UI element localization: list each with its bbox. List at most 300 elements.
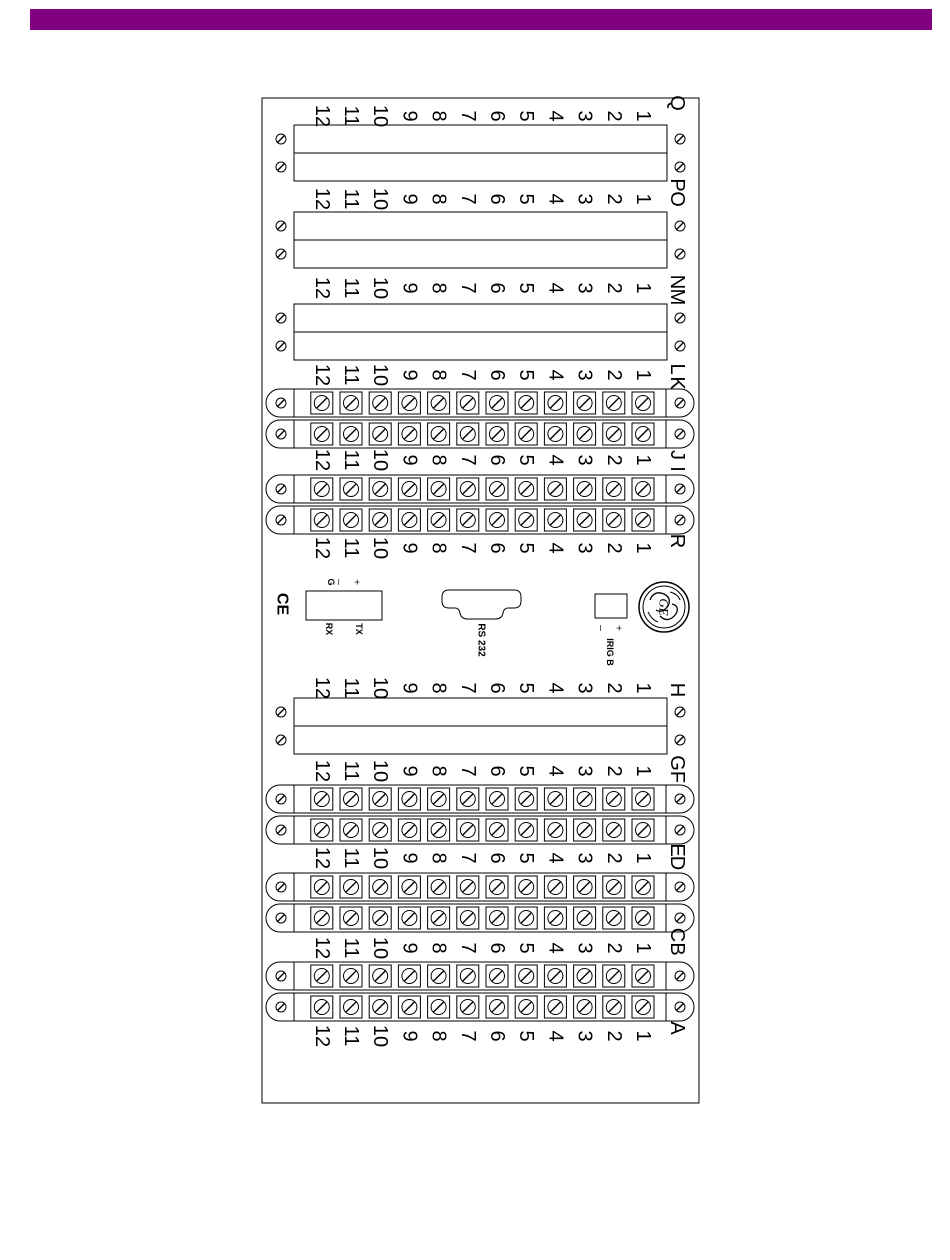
terminal-number-label: 12 [310, 448, 333, 472]
mounting-screw-icon[interactable] [276, 735, 286, 745]
terminal-screw-icon[interactable] [344, 396, 359, 411]
mounting-screw-icon[interactable] [675, 882, 685, 892]
terminal-screw-icon[interactable] [431, 1000, 446, 1015]
terminal-screw-icon[interactable] [636, 969, 651, 984]
terminal-number-label: 12 [310, 363, 333, 387]
terminal-screw-icon[interactable] [548, 911, 563, 926]
terminal-number-label: 12 [310, 536, 333, 560]
terminal-number-label: 10 [369, 276, 392, 300]
terminal-screw-icon[interactable] [606, 911, 621, 926]
row-letter-label: J [666, 450, 688, 460]
terminal-number-label: 4 [544, 852, 567, 864]
plug-terminal-block[interactable] [276, 125, 685, 181]
mounting-screw-icon[interactable] [675, 221, 685, 231]
mounting-screw-icon[interactable] [675, 735, 685, 745]
terminal-screw-icon[interactable] [636, 482, 651, 497]
terminal-screw-icon[interactable] [519, 823, 534, 838]
terminal-number-label: 9 [398, 542, 421, 554]
terminal-screw-icon[interactable] [373, 427, 388, 442]
mounting-screw-icon[interactable] [675, 249, 685, 259]
terminal-number-label: 5 [515, 942, 538, 954]
terminal-number-label: 2 [602, 852, 625, 864]
terminal-number-label: 1 [632, 765, 654, 777]
terminal-number-label: 1 [632, 110, 654, 122]
terminal-number-label: 6 [486, 454, 508, 466]
terminal-number-label: 3 [573, 454, 596, 466]
terminal-screw-icon[interactable] [460, 427, 475, 442]
terminal-screw-icon[interactable] [431, 482, 446, 497]
terminal-screw-icon[interactable] [344, 1000, 359, 1015]
terminal-number-label: 9 [398, 110, 421, 122]
terminal-number-label: 8 [427, 765, 450, 777]
row-letter-label: A [666, 1021, 688, 1035]
terminal-screw-icon[interactable] [548, 1000, 563, 1015]
terminal-number-label: 12 [310, 104, 333, 128]
row-letter-label: I [666, 466, 688, 472]
terminal-screw-icon[interactable] [460, 823, 475, 838]
terminal-number-label: 12 [310, 276, 333, 300]
mounting-screw-icon[interactable] [276, 1002, 286, 1012]
mounting-screw-icon[interactable] [276, 134, 286, 144]
terminal-screw-icon[interactable] [606, 396, 621, 411]
terminal-strip-row [266, 816, 694, 844]
screw-terminal-block[interactable] [266, 389, 694, 448]
terminal-number-label: 1 [632, 852, 654, 864]
terminal-number-label: 8 [427, 1030, 450, 1042]
terminal-number-label: 5 [515, 542, 538, 554]
mounting-screw-icon[interactable] [675, 794, 685, 804]
terminal-number-label: 7 [456, 1030, 479, 1042]
mounting-screw-icon[interactable] [276, 825, 286, 835]
plug-terminal-block[interactable] [276, 304, 685, 360]
terminal-number-label: 7 [456, 193, 479, 205]
terminal-screw-icon[interactable] [490, 823, 505, 838]
terminal-number-label: 4 [544, 282, 567, 294]
terminal-screw-icon[interactable] [548, 482, 563, 497]
terminal-number-label: 10 [369, 759, 392, 783]
terminal-screw-icon[interactable] [373, 969, 388, 984]
terminal-number-label: 7 [456, 765, 479, 777]
terminal-screw-icon[interactable] [431, 880, 446, 895]
terminal-number-label: 9 [398, 682, 421, 694]
screw-terminal-block[interactable] [266, 475, 694, 534]
terminal-number-label: 9 [398, 282, 421, 294]
terminal-strip-row [266, 506, 694, 534]
terminal-number-label: 6 [486, 682, 508, 694]
mounting-screw-icon[interactable] [675, 398, 685, 408]
terminal-screw-icon[interactable] [431, 396, 446, 411]
terminal-number-label: 9 [398, 193, 421, 205]
terminal-number-label: 6 [486, 852, 508, 864]
terminal-number-label: 7 [456, 454, 479, 466]
terminal-number-label: 3 [573, 1030, 596, 1042]
terminal-screw-icon[interactable] [431, 792, 446, 807]
terminal-screw-icon[interactable] [431, 911, 446, 926]
plug-terminal-block[interactable] [276, 212, 685, 268]
mounting-screw-icon[interactable] [675, 825, 685, 835]
terminal-number-label: 2 [602, 454, 625, 466]
terminal-screw-icon[interactable] [490, 911, 505, 926]
terminal-screw-icon[interactable] [402, 880, 417, 895]
row-letter-label: L [666, 363, 688, 375]
terminal-number-label: 7 [456, 282, 479, 294]
terminal-number-label: 8 [427, 193, 450, 205]
terminal-screw-icon[interactable] [373, 880, 388, 895]
terminal-number-label: 12 [310, 187, 333, 211]
terminal-screw-icon[interactable] [344, 792, 359, 807]
row-letter-label: C [666, 927, 688, 943]
terminal-screw-icon[interactable] [460, 969, 475, 984]
terminal-screw-icon[interactable] [402, 823, 417, 838]
terminal-screw-icon[interactable] [548, 396, 563, 411]
screw-terminal-block[interactable] [266, 873, 694, 932]
terminal-screw-icon[interactable] [490, 482, 505, 497]
terminal-screw-icon[interactable] [373, 823, 388, 838]
terminal-screw-icon[interactable] [490, 969, 505, 984]
terminal-screw-icon[interactable] [373, 1000, 388, 1015]
terminal-screw-icon[interactable] [519, 880, 534, 895]
terminal-screw-icon[interactable] [519, 513, 534, 528]
terminal-number-label: 5 [515, 282, 538, 294]
terminal-screw-icon[interactable] [577, 969, 592, 984]
terminal-number-label: 3 [573, 110, 596, 122]
terminal-number-label: 4 [544, 1030, 567, 1042]
terminal-screw-icon[interactable] [519, 427, 534, 442]
terminal-screw-icon[interactable] [490, 880, 505, 895]
terminal-screw-icon[interactable] [606, 792, 621, 807]
terminal-number-label: 4 [544, 369, 567, 381]
terminal-number-label: 5 [515, 454, 538, 466]
row-letter-label: K [666, 376, 688, 390]
terminal-screw-icon[interactable] [373, 513, 388, 528]
terminal-screw-icon[interactable] [344, 427, 359, 442]
terminal-screw-icon[interactable] [402, 482, 417, 497]
terminal-strip-row [266, 873, 694, 901]
terminal-number-label: 10 [369, 536, 392, 560]
terminal-screw-icon[interactable] [548, 880, 563, 895]
mounting-screw-icon[interactable] [276, 707, 286, 717]
terminal-number-label: 7 [456, 942, 479, 954]
terminal-screw-icon[interactable] [431, 823, 446, 838]
mounting-screw-icon[interactable] [276, 794, 286, 804]
terminal-number-label: 6 [486, 942, 508, 954]
terminal-screw-icon[interactable] [636, 792, 651, 807]
terminal-number-label: 10 [369, 448, 392, 472]
plug-terminal-block[interactable] [276, 698, 685, 754]
terminal-number-label: 7 [456, 682, 479, 694]
mounting-screw-icon[interactable] [276, 313, 286, 323]
terminal-screw-icon[interactable] [548, 823, 563, 838]
terminal-number-label: 5 [515, 193, 538, 205]
row-letter-label: P [666, 178, 688, 192]
terminal-screw-icon[interactable] [577, 911, 592, 926]
terminal-number-label: 2 [602, 765, 625, 777]
terminal-screw-icon[interactable] [402, 513, 417, 528]
terminal-screw-icon[interactable] [344, 911, 359, 926]
terminal-number-label: 8 [427, 942, 450, 954]
terminal-number-label: 1 [632, 282, 654, 294]
mounting-screw-icon[interactable] [675, 162, 685, 172]
mounting-screw-icon[interactable] [276, 398, 286, 408]
terminal-screw-icon[interactable] [636, 1000, 651, 1015]
terminal-screw-icon[interactable] [490, 792, 505, 807]
terminal-screw-icon[interactable] [636, 513, 651, 528]
irig-b-port[interactable] [595, 594, 627, 618]
fiber-optic-port[interactable] [306, 591, 382, 620]
terminal-screw-icon[interactable] [373, 482, 388, 497]
terminal-number-label: 12 [310, 1024, 333, 1048]
terminal-number-label: 2 [602, 942, 625, 954]
terminal-screw-icon[interactable] [606, 427, 621, 442]
ge-logo-text: GE [656, 598, 672, 616]
terminal-screw-icon[interactable] [577, 1000, 592, 1015]
terminal-number-label: 10 [369, 936, 392, 960]
terminal-screw-icon[interactable] [431, 969, 446, 984]
terminal-screw-icon[interactable] [490, 427, 505, 442]
terminal-number-label: 12 [310, 759, 333, 783]
terminal-screw-icon[interactable] [402, 1000, 417, 1015]
terminal-number-label: 5 [515, 852, 538, 864]
terminal-number-label: 11 [340, 277, 362, 299]
terminal-screw-icon[interactable] [402, 427, 417, 442]
terminal-number-label: 7 [456, 542, 479, 554]
terminal-screw-icon[interactable] [314, 880, 329, 895]
terminal-number-label: 1 [632, 369, 654, 381]
terminal-number-label: 11 [340, 847, 362, 869]
terminal-screw-icon[interactable] [460, 880, 475, 895]
mounting-screw-icon[interactable] [675, 429, 685, 439]
terminal-screw-icon[interactable] [636, 427, 651, 442]
terminal-number-label: 8 [427, 369, 450, 381]
terminal-screw-icon[interactable] [519, 1000, 534, 1015]
terminal-screw-icon[interactable] [606, 969, 621, 984]
terminal-screw-icon[interactable] [373, 792, 388, 807]
terminal-number-label: 1 [632, 1030, 654, 1042]
terminal-number-label: 12 [310, 676, 333, 700]
terminal-number-label: 11 [340, 677, 362, 699]
terminal-screw-icon[interactable] [431, 427, 446, 442]
terminal-screw-icon[interactable] [402, 969, 417, 984]
terminal-number-label: 10 [369, 187, 392, 211]
mounting-screw-icon[interactable] [675, 913, 685, 923]
terminal-screw-icon[interactable] [606, 880, 621, 895]
terminal-screw-icon[interactable] [460, 482, 475, 497]
mounting-screw-icon[interactable] [675, 341, 685, 351]
mounting-screw-icon[interactable] [675, 484, 685, 494]
terminal-number-label: 9 [398, 942, 421, 954]
terminal-screw-icon[interactable] [314, 1000, 329, 1015]
screw-terminal-block[interactable] [266, 962, 694, 1021]
terminal-screw-icon[interactable] [577, 482, 592, 497]
terminal-screw-icon[interactable] [548, 792, 563, 807]
mounting-screw-icon[interactable] [675, 134, 685, 144]
terminal-number-label: 1 [632, 454, 654, 466]
mounting-screw-icon[interactable] [276, 913, 286, 923]
terminal-number-label: 2 [602, 1030, 625, 1042]
terminal-screw-icon[interactable] [577, 880, 592, 895]
terminal-number-label: 5 [515, 110, 538, 122]
terminal-number-label: 1 [632, 942, 654, 954]
terminal-number-label: 4 [544, 542, 567, 554]
terminal-screw-icon[interactable] [344, 969, 359, 984]
terminal-screw-icon[interactable] [431, 513, 446, 528]
terminal-screw-icon[interactable] [636, 823, 651, 838]
mounting-screw-icon[interactable] [276, 484, 286, 494]
fiber-rx-label: RX [324, 622, 334, 636]
terminal-number-label: 8 [427, 852, 450, 864]
row-letter-label: F [666, 770, 688, 784]
terminal-screw-icon[interactable] [344, 482, 359, 497]
terminal-screw-icon[interactable] [519, 792, 534, 807]
terminal-screw-icon[interactable] [577, 792, 592, 807]
terminal-screw-icon[interactable] [606, 823, 621, 838]
terminal-number-label: 1 [632, 193, 654, 205]
fiber-ground-label: G [326, 578, 336, 586]
terminal-screw-icon[interactable] [314, 396, 329, 411]
terminal-screw-icon[interactable] [490, 1000, 505, 1015]
terminal-number-label: 4 [544, 110, 567, 122]
terminal-screw-icon[interactable] [490, 513, 505, 528]
row-letter-label: D [666, 855, 688, 871]
mounting-screw-icon[interactable] [276, 971, 286, 981]
terminal-number-label: 9 [398, 454, 421, 466]
terminal-screw-icon[interactable] [344, 880, 359, 895]
mounting-screw-icon[interactable] [276, 249, 286, 259]
row-letter-label: M [666, 288, 688, 306]
terminal-screw-icon[interactable] [519, 911, 534, 926]
terminal-number-label: 8 [427, 454, 450, 466]
mounting-screw-icon[interactable] [276, 341, 286, 351]
terminal-number-label: 10 [369, 1024, 392, 1048]
terminal-number-label: 2 [602, 542, 625, 554]
terminal-screw-icon[interactable] [606, 513, 621, 528]
row-letter-label: Q [666, 95, 688, 111]
terminal-screw-icon[interactable] [577, 427, 592, 442]
terminal-screw-icon[interactable] [460, 792, 475, 807]
terminal-number-label: 9 [398, 1030, 421, 1042]
mounting-screw-icon[interactable] [276, 429, 286, 439]
terminal-screw-icon[interactable] [314, 911, 329, 926]
terminal-screw-icon[interactable] [606, 482, 621, 497]
terminal-screw-icon[interactable] [519, 482, 534, 497]
fiber-tx-label: TX [354, 623, 364, 635]
terminal-number-label: 8 [427, 282, 450, 294]
mounting-screw-icon[interactable] [276, 515, 286, 525]
terminal-number-label: 3 [573, 369, 596, 381]
terminal-number-label: 3 [573, 852, 596, 864]
mounting-screw-icon[interactable] [675, 707, 685, 717]
mounting-screw-icon[interactable] [276, 221, 286, 231]
terminal-number-label: 8 [427, 110, 450, 122]
terminal-screw-icon[interactable] [548, 513, 563, 528]
terminal-screw-icon[interactable] [548, 969, 563, 984]
terminal-screw-icon[interactable] [460, 1000, 475, 1015]
terminal-screw-icon[interactable] [402, 911, 417, 926]
terminal-screw-icon[interactable] [519, 969, 534, 984]
terminal-number-label: 9 [398, 765, 421, 777]
terminal-number-label: 3 [573, 542, 596, 554]
mounting-screw-icon[interactable] [675, 971, 685, 981]
rs232-connector[interactable] [442, 590, 521, 619]
terminal-screw-icon[interactable] [460, 911, 475, 926]
terminal-blocks [266, 125, 694, 1021]
terminal-number-label: 4 [544, 765, 567, 777]
terminal-number-label: 5 [515, 682, 538, 694]
terminal-screw-icon[interactable] [314, 482, 329, 497]
terminal-screw-icon[interactable] [636, 396, 651, 411]
terminal-screw-icon[interactable] [519, 396, 534, 411]
terminal-number-label: 6 [486, 110, 508, 122]
terminal-number-label: 8 [427, 542, 450, 554]
irig-plus-label: + [612, 625, 624, 631]
terminal-number-label: 3 [573, 193, 596, 205]
terminal-screw-icon[interactable] [636, 880, 651, 895]
mounting-screw-icon[interactable] [675, 1002, 685, 1012]
terminal-strip-row [266, 420, 694, 448]
terminal-number-label: 11 [340, 1025, 362, 1047]
ce-mark: CE [273, 592, 291, 616]
terminal-number-label: 4 [544, 193, 567, 205]
terminal-screw-icon[interactable] [314, 792, 329, 807]
terminal-number-label: 6 [486, 369, 508, 381]
terminal-screw-icon[interactable] [373, 396, 388, 411]
terminal-screw-icon[interactable] [373, 911, 388, 926]
terminal-screw-icon[interactable] [490, 396, 505, 411]
terminal-screw-icon[interactable] [314, 427, 329, 442]
terminal-number-label: 11 [340, 937, 362, 959]
terminal-screw-icon[interactable] [344, 823, 359, 838]
terminal-number-label: 5 [515, 1030, 538, 1042]
terminal-screw-icon[interactable] [344, 513, 359, 528]
rs232-label: RS 232 [475, 623, 487, 657]
terminal-screw-icon[interactable] [402, 396, 417, 411]
row-letter-label: G [666, 755, 688, 771]
terminal-number-label: 7 [456, 369, 479, 381]
terminal-screw-icon[interactable] [460, 513, 475, 528]
terminal-screw-icon[interactable] [548, 427, 563, 442]
terminal-screw-icon[interactable] [314, 823, 329, 838]
terminal-strip-row [266, 475, 694, 503]
mounting-screw-icon[interactable] [675, 313, 685, 323]
terminal-screw-icon[interactable] [577, 513, 592, 528]
irig-minus-label: _ [599, 625, 611, 631]
terminal-number-label: 11 [340, 364, 362, 386]
terminal-number-label: 10 [369, 676, 392, 700]
terminal-number-label: 4 [544, 682, 567, 694]
fiber-plus-label: + [350, 579, 362, 585]
terminal-screw-icon[interactable] [460, 396, 475, 411]
mounting-screw-icon[interactable] [276, 162, 286, 172]
terminal-number-label: 2 [602, 193, 625, 205]
terminal-number-label: 11 [340, 188, 362, 210]
screw-terminal-block[interactable] [266, 785, 694, 844]
terminal-number-label: 2 [602, 369, 625, 381]
terminal-number-label: 7 [456, 110, 479, 122]
terminal-screw-icon[interactable] [577, 823, 592, 838]
terminal-screw-icon[interactable] [314, 513, 329, 528]
terminal-number-label: 9 [398, 852, 421, 864]
mounting-screw-icon[interactable] [675, 515, 685, 525]
terminal-number-label: 6 [486, 193, 508, 205]
terminal-screw-icon[interactable] [606, 1000, 621, 1015]
terminal-screw-icon[interactable] [577, 396, 592, 411]
terminal-screw-icon[interactable] [402, 792, 417, 807]
terminal-screw-icon[interactable] [636, 911, 651, 926]
terminal-number-label: 12 [310, 936, 333, 960]
terminal-screw-icon[interactable] [314, 969, 329, 984]
terminal-strip-row [266, 962, 694, 990]
mounting-screw-icon[interactable] [276, 882, 286, 892]
